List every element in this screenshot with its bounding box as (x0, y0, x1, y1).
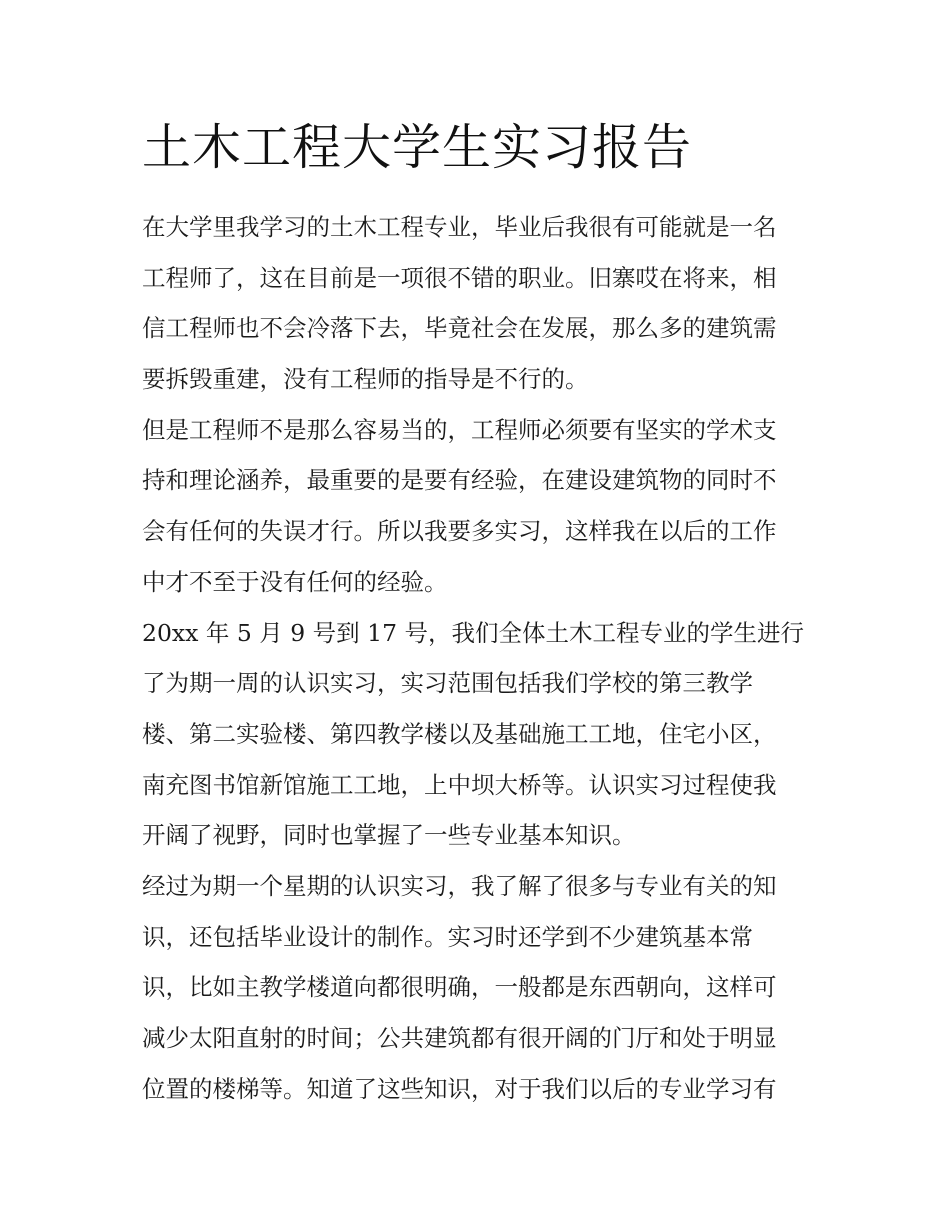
body-text-line: 20xx 年 5 月 9 号到 17 号，我们全体土木工程专业的学生进行 (142, 618, 805, 647)
body-text-line: 减少太阳直射的时间；公共建筑都有很开阔的门厅和处于明显 (142, 1024, 777, 1052)
body-text-line: 南充图书馆新馆施工工地，上中坝大桥等。认识实习过程使我 (142, 770, 777, 799)
body-text-line: 识，比如主教学楼道向都很明确，一般都是东西朝向，这样可 (142, 973, 777, 1002)
body-text-line: 会有任何的失误才行。所以我要多实习，这样我在以后的工作 (142, 517, 777, 546)
body-text-line: 了为期一周的认识实习，实习范围包括我们学校的第三教学 (142, 669, 753, 698)
body-text-line: 识，还包括毕业设计的制作。实习时还学到不少建筑基本常 (142, 922, 753, 951)
body-text-line: 工程师了，这在目前是一项很不错的职业。旧寨哎在将来，相 (142, 263, 777, 292)
body-text-line: 信工程师也不会冷落下去，毕竟社会在发展，那么多的建筑需 (142, 314, 777, 343)
body-text-line: 楼、第二实验楼、第四教学楼以及基础施工工地，住宅小区， (142, 719, 777, 748)
body-text-line: 持和理论涵养，最重要的是要有经验，在建设建筑物的同时不 (142, 466, 777, 495)
body-text-line: 位置的楼梯等。知道了这些知识，对于我们以后的专业学习有 (142, 1074, 777, 1103)
body-text-line: 中才不至于没有任何的经验。 (142, 567, 448, 596)
document-title: 土木工程大学生实习报告 (142, 119, 693, 176)
body-text-line: 开阔了视野，同时也掌握了一些专业基本知识。 (142, 821, 636, 850)
body-text-line: 要拆毁重建，没有工程师的指导是不行的。 (142, 365, 589, 394)
document-body (142, 202, 822, 1114)
body-text-line: 在大学里我学习的土木工程专业，毕业后我很有可能就是一名 (142, 213, 777, 241)
body-text-line: 经过为期一个星期的认识实习，我了解了很多与专业有关的知 (142, 871, 777, 900)
body-text-line: 但是工程师不是那么容易当的，工程师必须要有坚实的学术支 (142, 415, 777, 444)
